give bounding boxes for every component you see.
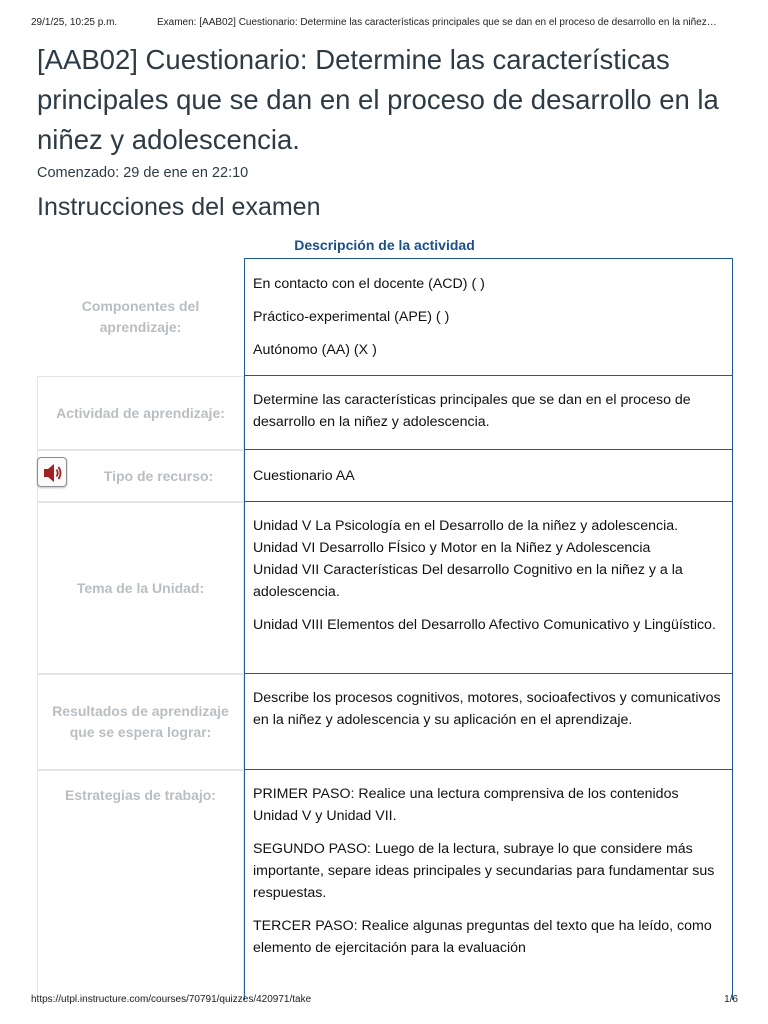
print-document-title: Examen: [AAB02] Cuestionario: Determine las características principales que se dan en el proceso de desarrollo en la niñez… xyxy=(157,17,717,28)
row-value xyxy=(244,376,733,450)
row-value xyxy=(244,770,733,1000)
row-label: Tipo de recurso: xyxy=(37,450,244,502)
value-line: Unidad VIII Elementos del Desarrollo Afectivo Comunicativo y Lingüístico. xyxy=(253,617,716,633)
value-line: Unidad V La Psicología en el Desarrollo de la niñez y adolescencia. xyxy=(253,518,679,534)
table-row-tipo-recurso xyxy=(37,450,733,502)
quiz-title: [AAB02] Cuestionario: Determine las características principales que se dan en el proceso de desarrollo en la niñez y adolescencia. xyxy=(37,44,719,155)
row-value xyxy=(244,502,733,674)
instructions-heading: Instrucciones del examen xyxy=(37,193,321,221)
table-row-actividad xyxy=(37,376,733,450)
audio-play-button[interactable] xyxy=(37,457,67,487)
value-line: Determine las características principales que se dan en el proceso de desarrollo en la niñez y adolescencia. xyxy=(253,392,691,430)
row-label: Actividad de aprendizaje: xyxy=(37,376,244,450)
table-row-tema-unidad xyxy=(37,502,733,674)
started-timestamp: Comenzado: 29 de ene en 22:10 xyxy=(37,165,249,181)
print-date: 29/1/25, 10:25 p.m. xyxy=(31,17,118,28)
row-value xyxy=(244,450,733,502)
print-page-number: 1/6 xyxy=(724,994,738,1005)
print-url: https://utpl.instructure.com/courses/70791/quizzes/420971/take xyxy=(31,994,312,1005)
value-line: Unidad VII Características Del desarrollo Cognitivo en la niñez y a la adolescencia. xyxy=(253,562,683,600)
activity-description-heading: Descripción de la actividad xyxy=(294,237,475,253)
print-footer xyxy=(31,994,738,1005)
table-row-estrategias xyxy=(37,770,733,1000)
row-label: Resultados de aprendizaje que se espera lograr: xyxy=(37,674,244,770)
row-value xyxy=(244,674,733,770)
row-label: Componentes del aprendizaje: xyxy=(81,298,200,335)
row-label: Tema de la Unidad: xyxy=(37,502,244,674)
value-line: Unidad VI Desarrollo FÍsico y Motor en la Niñez y Adolescencia xyxy=(253,540,651,556)
value-line: Cuestionario AA xyxy=(253,468,355,484)
value-line: Práctico-experimental (APE) ( ) xyxy=(253,309,450,325)
value-line: SEGUNDO PASO: Luego de la lectura, subraye lo que considere más importante, separe ideas principales y secundarias para fundamentar sus respuestas. xyxy=(253,841,715,901)
table-row-resultados xyxy=(37,674,733,770)
speaker-icon xyxy=(42,463,64,483)
print-header xyxy=(31,17,738,28)
table-row-componentes xyxy=(37,258,733,376)
row-value xyxy=(244,258,733,376)
value-line: PRIMER PASO: Realice una lectura comprensiva de los contenidos Unidad V y Unidad VII. xyxy=(253,786,679,824)
row-label: Estrategias de trabajo: xyxy=(37,770,244,1000)
value-line: En contacto con el docente (ACD) ( ) xyxy=(253,276,485,292)
value-line: TERCER PASO: Realice algunas preguntas del texto que ha leído, como elemento de ejercitación para la evaluación xyxy=(253,918,712,956)
value-line: Autónomo (AA) (X ) xyxy=(253,342,377,358)
value-line: Describe los procesos cognitivos, motores, socioafectivos y comunicativos en la niñez y adolescencia y su aplicación en el aprendizaje. xyxy=(253,690,721,728)
